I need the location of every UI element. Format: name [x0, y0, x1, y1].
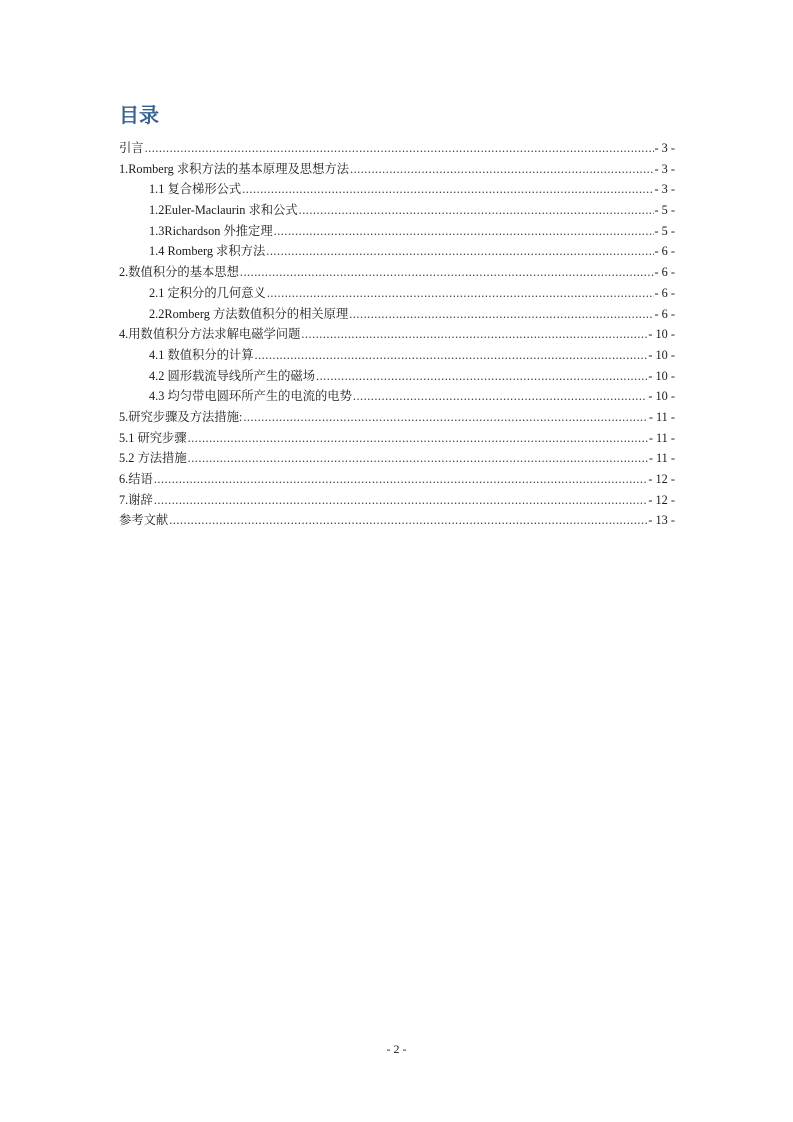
toc-dot-leader [266, 241, 653, 262]
toc-entry-label: 参考文献 [119, 513, 169, 528]
toc-entry-page: - 11 - [648, 451, 675, 466]
toc-entry-page: - 10 - [648, 347, 675, 362]
toc-entry-label: 4.3 均匀带电圆环所产生的电流的电势 [149, 389, 352, 404]
toc-dot-leader [349, 304, 653, 325]
toc-dot-leader [301, 324, 647, 345]
toc-entry-page: - 12 - [648, 492, 675, 507]
toc-entry-page: - 11 - [648, 409, 675, 424]
toc-dot-leader [145, 138, 654, 159]
toc-entry-label: 4.2 圆形载流导线所产生的磁场 [149, 368, 316, 383]
toc-entry-label: 5.2 方法措施 [119, 451, 187, 466]
toc-entry-page: - 10 - [648, 389, 675, 404]
toc-entry-4[interactable] [119, 324, 675, 345]
toc-dot-leader [154, 469, 648, 490]
toc-entry-label: 引言 [119, 141, 144, 155]
toc-entry-5-1[interactable] [119, 428, 675, 449]
toc-entry-1-2[interactable] [119, 200, 675, 221]
toc-entry-4-1[interactable] [119, 345, 675, 366]
toc-dot-leader [267, 283, 654, 304]
toc-entry-2-1[interactable] [119, 283, 675, 304]
toc-entry-page: - 12 - [648, 472, 675, 486]
toc-entry-page: - 11 - [648, 430, 675, 445]
toc-entry-2[interactable] [119, 262, 675, 283]
toc-entry-2-2[interactable] [119, 304, 675, 325]
toc-dot-leader [255, 345, 648, 366]
toc-dot-leader [240, 262, 654, 283]
footer-page-number: - 2 - [386, 1042, 407, 1056]
toc-dot-leader [188, 448, 648, 469]
toc-entry-page: - 6 - [654, 306, 675, 321]
toc-entry-label: 7.谢辞 [119, 492, 153, 507]
toc-entry-1[interactable] [119, 159, 675, 180]
toc-list [119, 138, 675, 531]
toc-entry-1-1[interactable] [119, 179, 675, 200]
toc-entry-page: - 3 - [654, 182, 675, 197]
toc-entry-label: 1.Romberg 求积方法的基本原理及思想方法 [119, 161, 349, 176]
toc-dot-leader [188, 428, 648, 449]
toc-entry-page: - 3 - [654, 141, 675, 155]
toc-entry-label: 6.结语 [119, 472, 153, 486]
toc-entry-label: 4.用数值积分方法求解电磁学问题 [119, 327, 301, 342]
toc-entry-7[interactable] [119, 490, 675, 511]
toc-dot-leader [274, 221, 654, 242]
toc-dot-leader [350, 159, 654, 180]
toc-entry-label: 2.1 定积分的几何意义 [149, 285, 266, 300]
toc-entry-intro[interactable] [119, 138, 675, 159]
toc-entry-label: 2.2Romberg 方法数值积分的相关原理 [149, 306, 349, 321]
toc-entry-page: - 6 - [654, 244, 675, 259]
toc-entry-label: 1.4 Romberg 求积方法 [149, 244, 266, 259]
toc-dot-leader [169, 510, 647, 531]
toc-dot-leader [243, 407, 648, 428]
toc-entry-page: - 3 - [654, 161, 675, 176]
toc-entry-6[interactable] [119, 469, 675, 490]
toc-entry-1-4[interactable] [119, 241, 675, 262]
toc-entry-page: - 10 - [648, 327, 675, 342]
toc-entry-label: 5.1 研究步骤 [119, 430, 187, 445]
toc-dot-leader [316, 366, 647, 387]
toc-entry-label: 1.2Euler-Maclaurin 求和公式 [149, 203, 298, 218]
toc-dot-leader [154, 490, 648, 511]
toc-entry-4-3[interactable] [119, 386, 675, 407]
toc-entry-page: - 13 - [648, 513, 675, 528]
toc-entry-label: 1.1 复合梯形公式 [149, 182, 242, 197]
toc-entry-page: - 10 - [648, 368, 675, 383]
toc-entry-label: 5.研究步骤及方法措施: [119, 409, 243, 424]
toc-entry-references[interactable] [119, 510, 675, 531]
toc-entry-page: - 5 - [654, 203, 675, 218]
toc-entry-1-3[interactable] [119, 221, 675, 242]
toc-entry-4-2[interactable] [119, 366, 675, 387]
toc-entry-page: - 6 - [654, 285, 675, 300]
toc-dot-leader [242, 179, 653, 200]
toc-title: 目录 [119, 103, 159, 127]
toc-entry-page: - 5 - [654, 223, 675, 238]
toc-entry-5[interactable] [119, 407, 675, 428]
toc-entry-page: - 6 - [654, 265, 675, 280]
toc-dot-leader [353, 386, 647, 407]
toc-entry-5-2[interactable] [119, 448, 675, 469]
toc-entry-label: 2.数值积分的基本思想 [119, 265, 239, 280]
toc-entry-label: 1.3Richardson 外推定理 [149, 223, 273, 238]
toc-dot-leader [299, 200, 654, 221]
toc-entry-label: 4.1 数值积分的计算 [149, 347, 254, 362]
